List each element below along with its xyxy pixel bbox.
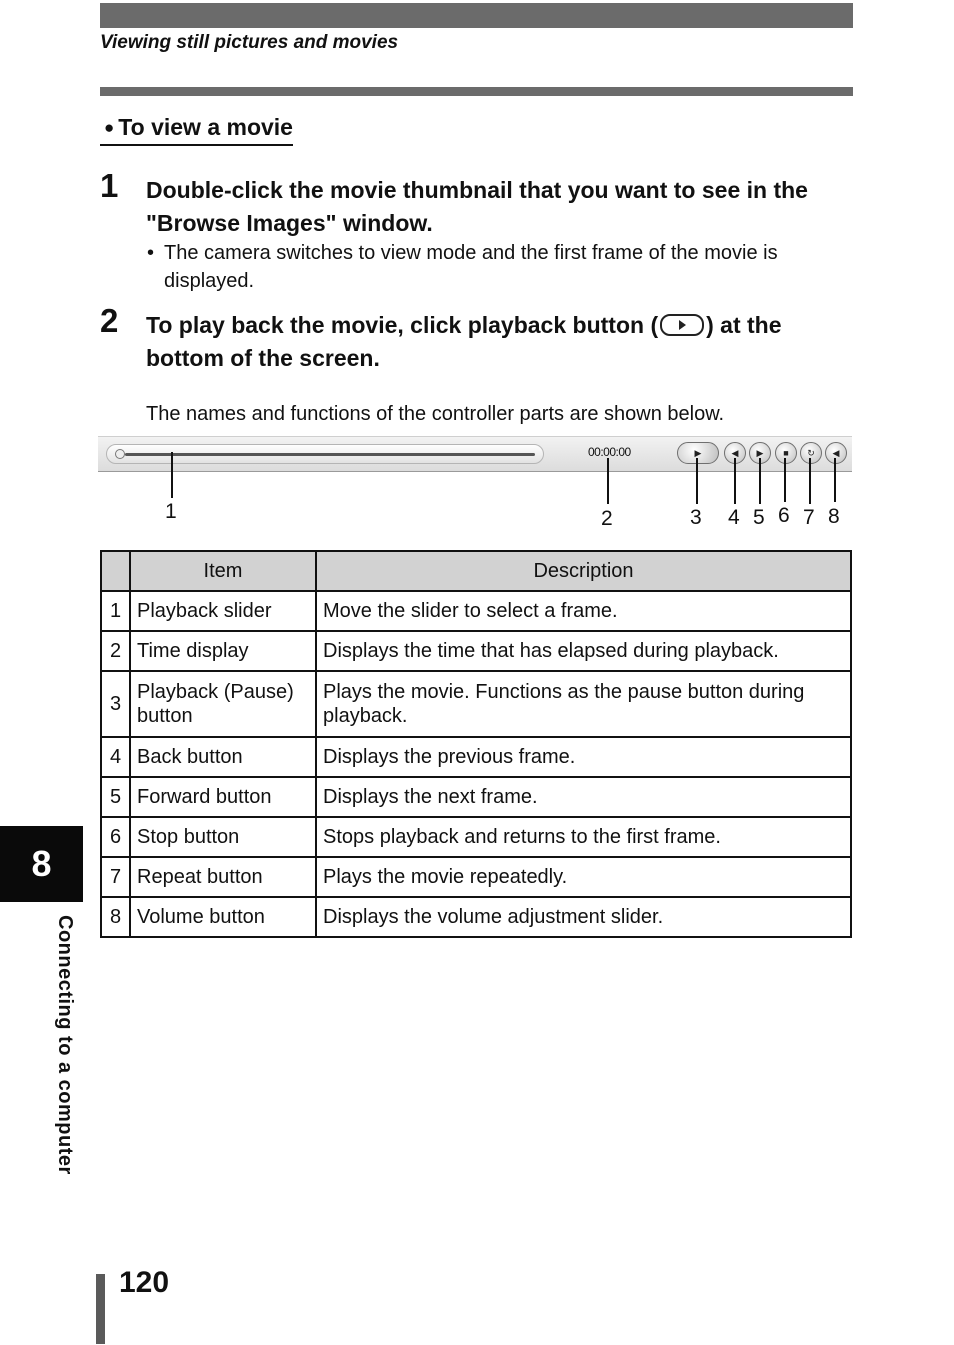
slider-knob[interactable] — [115, 449, 125, 459]
row-description: Plays the movie repeatedly. — [316, 857, 851, 897]
section-divider — [100, 87, 853, 96]
time-display: 00:00:00 — [588, 445, 631, 459]
callout-number-6: 6 — [778, 504, 790, 527]
row-number: 6 — [101, 817, 130, 857]
repeat-button[interactable]: ↻ — [800, 442, 822, 464]
forward-button[interactable]: ▶ — [749, 442, 771, 464]
callout-number-3: 3 — [690, 506, 702, 529]
running-title: Viewing still pictures and movies — [100, 32, 399, 53]
step-1-note-text: The camera switches to view mode and the first frame of the movie is displayed. — [164, 242, 778, 292]
page-number: 120 — [119, 1266, 170, 1299]
movie-controller — [98, 436, 852, 472]
row-item: Forward button — [130, 777, 316, 817]
row-number: 3 — [101, 671, 130, 737]
play-button[interactable]: ▶ — [677, 442, 719, 464]
table-header-description: Description — [316, 551, 851, 591]
row-description: Move the slider to select a frame. — [316, 591, 851, 631]
table-row — [101, 777, 851, 817]
row-number: 2 — [101, 631, 130, 671]
callout-number-8: 8 — [828, 505, 840, 528]
table-header-item: Item — [130, 551, 316, 591]
row-item: Time display — [130, 631, 316, 671]
row-item: Repeat button — [130, 857, 316, 897]
bullet-dot: • — [147, 242, 155, 264]
section-title: To view a movie — [118, 114, 293, 140]
row-number: 4 — [101, 737, 130, 777]
table-row — [101, 737, 851, 777]
stop-button[interactable]: ■ — [775, 442, 797, 464]
controller-parts-table — [100, 550, 852, 938]
row-description: Displays the previous frame. — [316, 737, 851, 777]
callout-line-1 — [171, 452, 173, 498]
playback-button-icon — [660, 314, 704, 336]
page-number-bar — [96, 1274, 105, 1344]
back-button[interactable]: ◀ — [724, 442, 746, 464]
step-1-text: Double-click the movie thumbnail that you want to see in the "Browse Images" window. — [146, 177, 808, 236]
row-item: Volume button — [130, 897, 316, 937]
row-number: 1 — [101, 591, 130, 631]
row-number: 5 — [101, 777, 130, 817]
table-header-row — [101, 551, 851, 591]
step-1-note — [147, 239, 857, 295]
table-row — [101, 897, 851, 937]
callout-number-5: 5 — [753, 506, 765, 529]
callout-line-7 — [809, 458, 811, 504]
table-row — [101, 631, 851, 671]
step-1-number: 1 — [100, 167, 119, 204]
table-row — [101, 857, 851, 897]
callout-number-4: 4 — [728, 506, 740, 529]
row-description: Displays the next frame. — [316, 777, 851, 817]
step-2-text — [146, 309, 856, 375]
row-number: 8 — [101, 897, 130, 937]
callout-number-1: 1 — [165, 500, 177, 523]
callout-line-3 — [696, 458, 698, 504]
callout-line-8 — [834, 458, 836, 502]
callout-number-7: 7 — [803, 506, 815, 529]
table-header-blank — [101, 551, 130, 591]
row-item: Back button — [130, 737, 316, 777]
table-row — [101, 591, 851, 631]
row-item: Playback slider — [130, 591, 316, 631]
row-description: Displays the time that has elapsed during playback. — [316, 631, 851, 671]
step-2-text-before: To play back the movie, click playback button ( — [146, 312, 659, 338]
row-description: Plays the movie. Functions as the pause button during playback. — [316, 671, 851, 737]
callout-number-2: 2 — [601, 507, 613, 530]
slider-track-line — [125, 453, 535, 456]
table-row — [101, 817, 851, 857]
bullet-icon: ● — [104, 118, 115, 137]
volume-button[interactable]: ◀ — [825, 442, 847, 464]
callout-line-6 — [784, 458, 786, 502]
row-description: Stops playback and returns to the first frame. — [316, 817, 851, 857]
row-item: Stop button — [130, 817, 316, 857]
step-2-text-after: ) at the bottom of the screen. — [146, 312, 782, 371]
callout-line-5 — [759, 458, 761, 504]
table-row — [101, 671, 851, 737]
row-number: 7 — [101, 857, 130, 897]
chapter-tab: 8 — [0, 826, 83, 902]
chapter-label: Connecting to a computer — [54, 915, 76, 1175]
intro-text: The names and functions of the controller parts are shown below. — [146, 403, 725, 425]
step-2-number: 2 — [100, 302, 119, 339]
header-bar — [100, 3, 853, 28]
callout-line-4 — [734, 458, 736, 504]
section-heading — [100, 113, 293, 146]
row-description: Displays the volume adjustment slider. — [316, 897, 851, 937]
row-item: Playback (Pause) button — [130, 671, 316, 737]
callout-line-2 — [607, 458, 609, 504]
